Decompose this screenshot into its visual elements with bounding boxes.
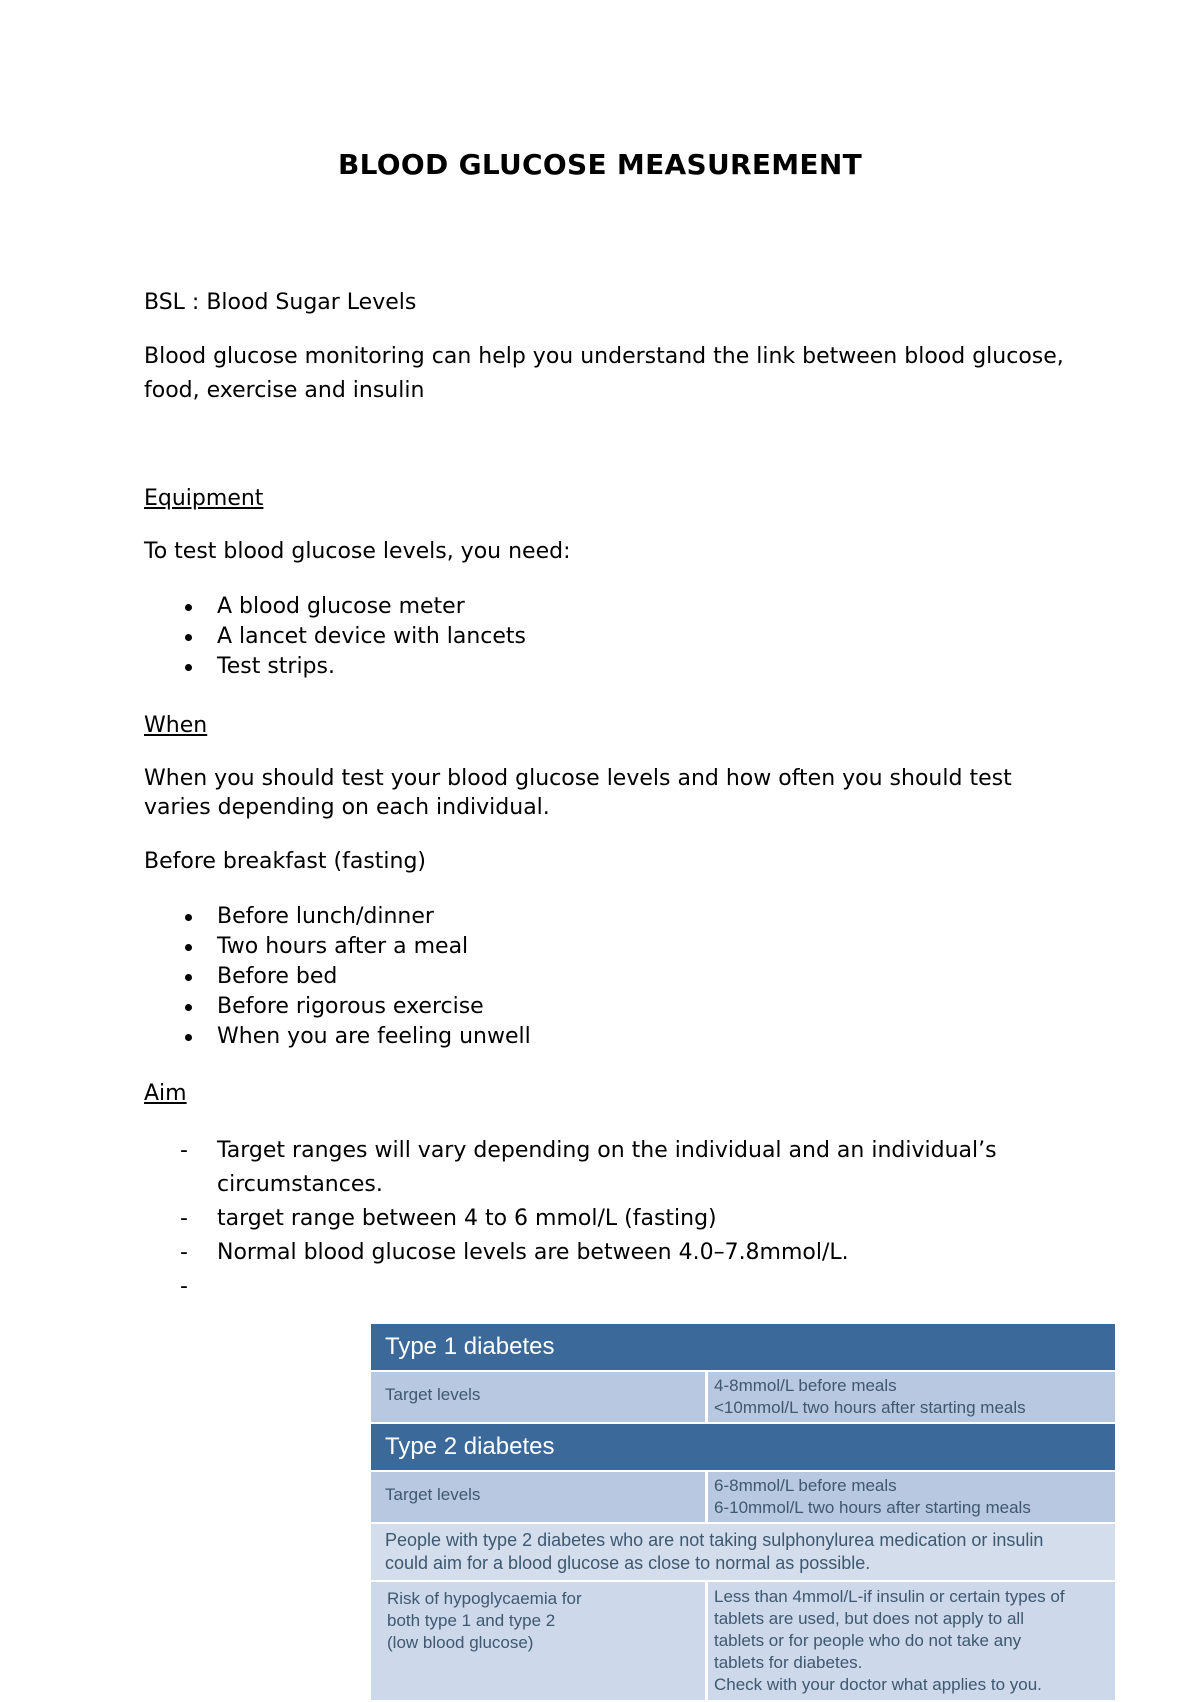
risk-label-line: Risk of hypoglycaemia for xyxy=(387,1589,582,1608)
type2-note-line: People with type 2 diabetes who are not taking sulphonylurea medication or insulin xyxy=(385,1530,1044,1550)
list-item: Before lunch/dinner xyxy=(144,902,531,932)
risk-label-line: both type 1 and type 2 xyxy=(387,1611,556,1630)
risk-value-line: Less than 4mmol/L-if insulin or certain types of xyxy=(714,1587,1065,1606)
list-item: When you are feeling unwell xyxy=(144,1022,531,1052)
aim-heading: Aim xyxy=(144,1081,187,1106)
list-item: - Target ranges will vary depending on the individual and an individual’s circumstances. xyxy=(144,1134,1087,1202)
list-item: A blood glucose meter xyxy=(144,592,526,622)
table-row xyxy=(371,1472,1115,1522)
type1-value-line: 4-8mmol/L before meals xyxy=(714,1376,897,1395)
when-lead: Before breakfast (fasting) xyxy=(144,849,427,874)
page-title: BLOOD GLUCOSE MEASUREMENT xyxy=(337,148,862,181)
type2-value-line: 6-8mmol/L before meals xyxy=(714,1476,897,1495)
when-heading: When xyxy=(144,713,208,738)
when-text-line-1: When you should test your blood glucose levels and how often you should test xyxy=(144,766,1012,791)
type2-label: Target levels xyxy=(371,1472,705,1522)
bsl-definition: BSL : Blood Sugar Levels xyxy=(144,290,417,315)
risk-value-line: Check with your doctor what applies to you. xyxy=(714,1675,1042,1694)
type2-header: Type 2 diabetes xyxy=(371,1424,1115,1470)
type1-header: Type 1 diabetes xyxy=(371,1324,1115,1370)
risk-value-line: tablets are used, but does not apply to all xyxy=(714,1609,1024,1628)
target-levels-table xyxy=(371,1324,1115,1702)
list-item: Before rigorous exercise xyxy=(144,992,531,1022)
list-item: Before bed xyxy=(144,962,531,992)
type2-value xyxy=(708,1472,1115,1522)
list-item: - target range between 4 to 6 mmol/L (fasting) xyxy=(144,1202,1087,1236)
equipment-list xyxy=(144,592,526,682)
risk-value-line: tablets for diabetes. xyxy=(714,1653,863,1672)
intro-line-1: Blood glucose monitoring can help you understand the link between blood glucose, xyxy=(144,344,1064,369)
list-item: - Normal blood glucose levels are between 4.0–7.8mmol/L. xyxy=(144,1236,1087,1270)
risk-label-line: (low blood glucose) xyxy=(387,1633,534,1652)
type2-note-line: could aim for a blood glucose as close to normal as possible. xyxy=(385,1553,871,1573)
list-item: A lancet device with lancets xyxy=(144,622,526,652)
risk-value-line: tablets or for people who do not take any xyxy=(714,1631,1022,1650)
type1-label: Target levels xyxy=(371,1372,705,1422)
aim-list xyxy=(144,1134,1087,1304)
type2-note xyxy=(371,1524,1115,1580)
type1-value-line: <10mmol/L two hours after starting meals xyxy=(714,1398,1026,1417)
type1-value xyxy=(708,1372,1115,1422)
table-row xyxy=(371,1582,1115,1700)
list-item: Test strips. xyxy=(144,652,526,682)
type2-value-line: 6-10mmol/L two hours after starting meals xyxy=(714,1498,1031,1517)
when-list xyxy=(144,902,531,1052)
intro-line-2: food, exercise and insulin xyxy=(144,378,425,403)
risk-value xyxy=(708,1582,1115,1700)
when-text-line-2: varies depending on each individual. xyxy=(144,795,550,820)
risk-label xyxy=(371,1582,705,1700)
equipment-lead: To test blood glucose levels, you need: xyxy=(144,539,571,564)
equipment-heading: Equipment xyxy=(144,486,264,511)
list-item: Two hours after a meal xyxy=(144,932,531,962)
table-row xyxy=(371,1372,1115,1422)
list-item xyxy=(144,1270,1087,1304)
